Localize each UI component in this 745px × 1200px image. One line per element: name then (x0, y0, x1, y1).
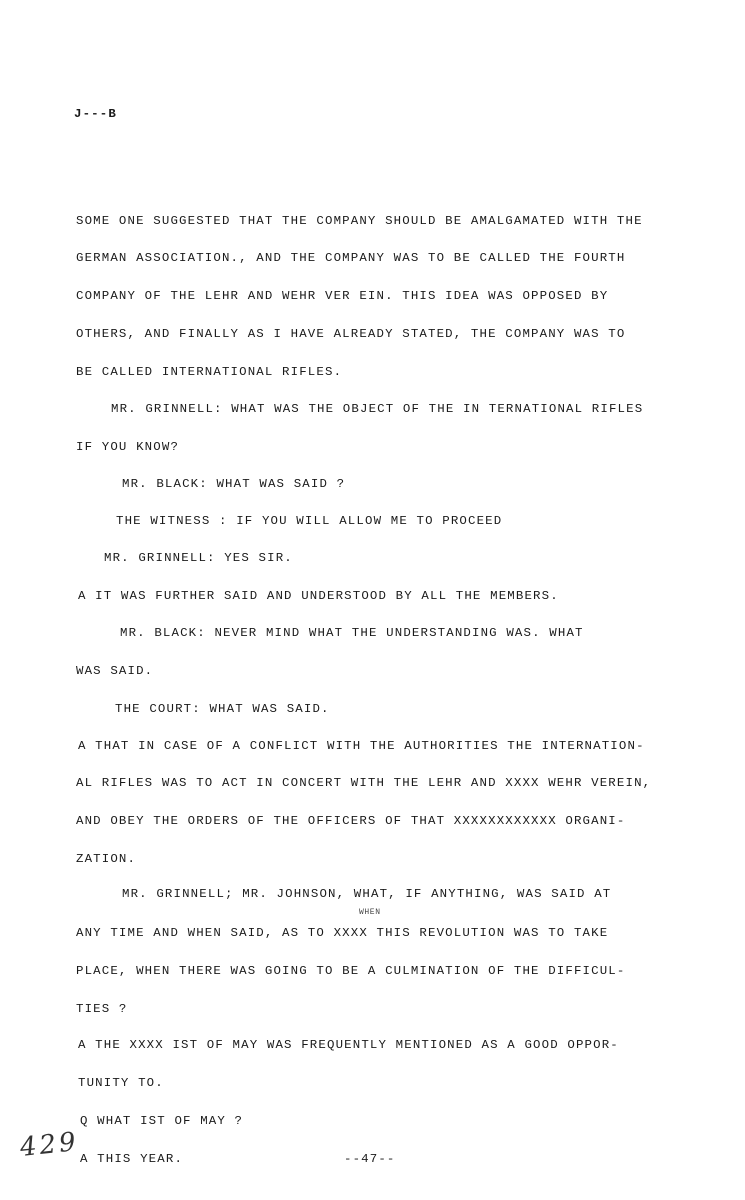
transcript-line: COMPANY OF THE LEHR AND WEHR VER EIN. THIS IDEA WAS OPPOSED BY (76, 289, 609, 303)
transcript-line: MR. GRINNELL: WHAT WAS THE OBJECT OF THE IN TERNATIONAL RIFLES (111, 402, 644, 416)
transcript-line: AND OBEY THE ORDERS OF THE OFFICERS OF THAT XXXXXXXXXXXX ORGANI- (76, 814, 626, 828)
transcript-line: TUNITY TO. (78, 1076, 164, 1090)
page-number: --47-- (344, 1152, 396, 1166)
transcript-line: MR. BLACK: NEVER MIND WHAT THE UNDERSTANDING WAS. WHAT (120, 626, 584, 640)
transcript-line: AL RIFLES WAS TO ACT IN CONCERT WITH THE LEHR AND XXXX WEHR VEREIN, (76, 776, 652, 790)
transcript-line: A THAT IN CASE OF A CONFLICT WITH THE AUTHORITIES THE INTERNATION- (78, 739, 645, 753)
transcript-line: MR. BLACK: WHAT WAS SAID ? (122, 477, 346, 491)
transcript-line: WAS SAID. (76, 664, 154, 678)
transcript-line: TIES ? (76, 1002, 128, 1016)
transcript-line: THE WITNESS : IF YOU WILL ALLOW ME TO PROCEED (116, 514, 503, 528)
transcript-line: GERMAN ASSOCIATION., AND THE COMPANY WAS TO BE CALLED THE FOURTH (76, 251, 626, 265)
transcript-line: Q WHAT IST OF MAY ? (80, 1114, 244, 1128)
transcript-line: PLACE, WHEN THERE WAS GOING TO BE A CULMINATION OF THE DIFFICUL- (76, 964, 626, 978)
transcript-line: MR. GRINNELL: YES SIR. (104, 551, 293, 565)
interlinear-insert: WHEN (359, 908, 381, 917)
transcript-line: A IT WAS FURTHER SAID AND UNDERSTOOD BY ALL THE MEMBERS. (78, 589, 559, 603)
transcript-line: ANY TIME AND WHEN SAID, AS TO XXXX THIS REVOLUTION WAS TO TAKE (76, 926, 609, 940)
handwritten-page-number: 429 (18, 1127, 81, 1163)
transcript-line: MR. GRINNELL; MR. JOHNSON, WHAT, IF ANYTHING, WAS SAID AT (122, 887, 612, 901)
transcript-line: OTHERS, AND FINALLY AS I HAVE ALREADY STATED, THE COMPANY WAS TO (76, 327, 626, 341)
transcript-line: ZATION. (76, 852, 137, 866)
transcript-line: A THE XXXX IST OF MAY WAS FREQUENTLY MENTIONED AS A GOOD OPPOR- (78, 1038, 619, 1052)
transcript-line: IF YOU KNOW? (76, 440, 180, 454)
transcript-line: BE CALLED INTERNATIONAL RIFLES. (76, 365, 343, 379)
transcript-line: SOME ONE SUGGESTED THAT THE COMPANY SHOULD BE AMALGAMATED WITH THE (76, 214, 643, 228)
transcript-line: A THIS YEAR. (80, 1152, 184, 1166)
page-header-code: J---B (74, 107, 117, 121)
transcript-line: THE COURT: WHAT WAS SAID. (115, 702, 330, 716)
